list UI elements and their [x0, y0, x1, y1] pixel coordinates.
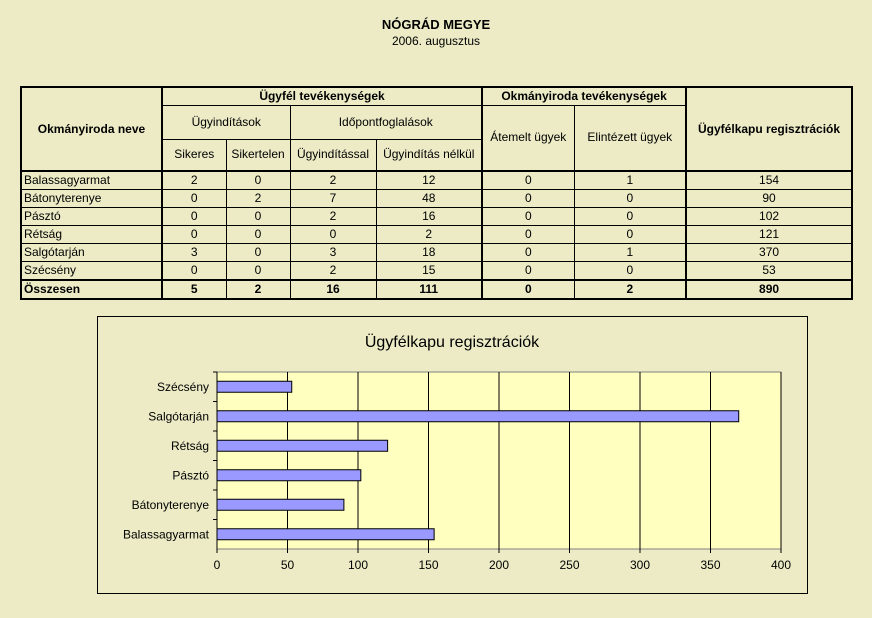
- header-failed: Sikertelen: [226, 139, 290, 171]
- table-row: [21, 171, 852, 190]
- statistics-table: [20, 86, 853, 300]
- cell-with-start: 0: [290, 226, 376, 244]
- x-tick-label: 300: [629, 558, 651, 572]
- category-label: Szécsény: [156, 379, 209, 394]
- office-name: Bátonyterenye: [21, 190, 162, 208]
- total-transferred: 0: [482, 280, 574, 299]
- cell-with-start: 3: [290, 244, 376, 262]
- header-with-start: Ügyindítással: [290, 139, 376, 171]
- registrations-chart: [97, 316, 808, 594]
- cell-done: 1: [574, 244, 686, 262]
- table-row: [21, 226, 852, 244]
- cell-success: 2: [162, 171, 226, 190]
- cell-registrations: 154: [686, 171, 852, 190]
- total-done: 2: [574, 280, 686, 299]
- x-tick-label: 400: [770, 558, 792, 572]
- cell-without-start: 48: [376, 190, 482, 208]
- category-label: Balassagyarmat: [122, 527, 209, 542]
- cell-with-start: 2: [290, 262, 376, 281]
- office-name: Szécsény: [21, 262, 162, 281]
- total-failed: 2: [226, 280, 290, 299]
- cell-done: 0: [574, 190, 686, 208]
- office-name: Rétság: [21, 226, 162, 244]
- bar: [217, 440, 388, 451]
- cell-success: 0: [162, 226, 226, 244]
- cell-failed: 0: [226, 226, 290, 244]
- total-label: Összesen: [21, 280, 162, 299]
- cell-transferred: 0: [482, 171, 574, 190]
- cell-with-start: 2: [290, 171, 376, 190]
- header-bookings: Időpontfoglalások: [290, 105, 482, 139]
- header-transferred: Átemelt ügyek: [482, 105, 574, 171]
- cell-failed: 0: [226, 244, 290, 262]
- header-client-activities: Ügyfél tevékenységek: [162, 87, 482, 105]
- total-with-start: 16: [290, 280, 376, 299]
- header-done: Elintézett ügyek: [574, 105, 686, 171]
- header-office-activities: Okmányiroda tevékenységek: [482, 87, 686, 105]
- table-row: [21, 244, 852, 262]
- cell-failed: 0: [226, 171, 290, 190]
- bar: [217, 499, 344, 510]
- cell-registrations: 102: [686, 208, 852, 226]
- chart-title: Ügyfélkapu regisztrációk: [364, 334, 540, 351]
- cell-registrations: 53: [686, 262, 852, 281]
- chart-canvas: [98, 317, 807, 593]
- cell-success: 3: [162, 244, 226, 262]
- bar: [217, 381, 292, 392]
- x-tick-label: 50: [280, 558, 295, 572]
- cell-transferred: 0: [482, 244, 574, 262]
- cell-transferred: 0: [482, 262, 574, 281]
- cell-done: 1: [574, 171, 686, 190]
- category-label: Pásztó: [172, 468, 209, 483]
- table-total-row: [21, 280, 852, 299]
- cell-with-start: 2: [290, 208, 376, 226]
- header-office-name: Okmányiroda neve: [21, 87, 162, 171]
- x-tick-label: 150: [418, 558, 439, 572]
- x-tick-label: 100: [347, 558, 369, 572]
- cell-transferred: 0: [482, 190, 574, 208]
- category-label: Bátonyterenye: [131, 497, 209, 512]
- cell-without-start: 18: [376, 244, 482, 262]
- cell-failed: 0: [226, 208, 290, 226]
- cell-failed: 2: [226, 190, 290, 208]
- bar: [217, 470, 361, 481]
- table-row: [21, 262, 852, 281]
- cell-with-start: 7: [290, 190, 376, 208]
- cell-without-start: 16: [376, 208, 482, 226]
- cell-without-start: 15: [376, 262, 482, 281]
- bar: [217, 529, 434, 540]
- cell-transferred: 0: [482, 226, 574, 244]
- cell-done: 0: [574, 226, 686, 244]
- x-tick-label: 250: [559, 558, 580, 572]
- cell-done: 0: [574, 208, 686, 226]
- x-tick-label: 350: [700, 558, 721, 572]
- header-case-starts: Ügyindítások: [162, 105, 290, 139]
- cell-success: 0: [162, 208, 226, 226]
- cell-success: 0: [162, 190, 226, 208]
- cell-success: 0: [162, 262, 226, 281]
- report-header: [0, 17, 872, 49]
- cell-without-start: 2: [376, 226, 482, 244]
- cell-done: 0: [574, 262, 686, 281]
- total-success: 5: [162, 280, 226, 299]
- cell-registrations: 370: [686, 244, 852, 262]
- header-without-start: Ügyindítás nélkül: [376, 139, 482, 171]
- report-title: NÓGRÁD MEGYE: [381, 17, 491, 32]
- cell-registrations: 121: [686, 226, 852, 244]
- cell-without-start: 12: [376, 171, 482, 190]
- x-tick-label: 0: [213, 558, 221, 572]
- table-row: [21, 190, 852, 208]
- report-subtitle: 2006. augusztus: [391, 34, 481, 48]
- office-name: Pásztó: [21, 208, 162, 226]
- cell-failed: 0: [226, 262, 290, 281]
- bar: [217, 411, 739, 422]
- total-without-start: 111: [376, 280, 482, 299]
- office-name: Balassagyarmat: [21, 171, 162, 190]
- office-name: Salgótarján: [21, 244, 162, 262]
- category-label: Salgótarján: [148, 409, 209, 424]
- cell-registrations: 90: [686, 190, 852, 208]
- cell-transferred: 0: [482, 208, 574, 226]
- category-label: Rétság: [170, 438, 209, 453]
- header-registrations: Ügyfélkapu regisztrációk: [686, 87, 852, 171]
- table-row: [21, 208, 852, 226]
- header-success: Sikeres: [162, 139, 226, 171]
- total-registrations: 890: [686, 280, 852, 299]
- x-tick-label: 200: [488, 558, 510, 572]
